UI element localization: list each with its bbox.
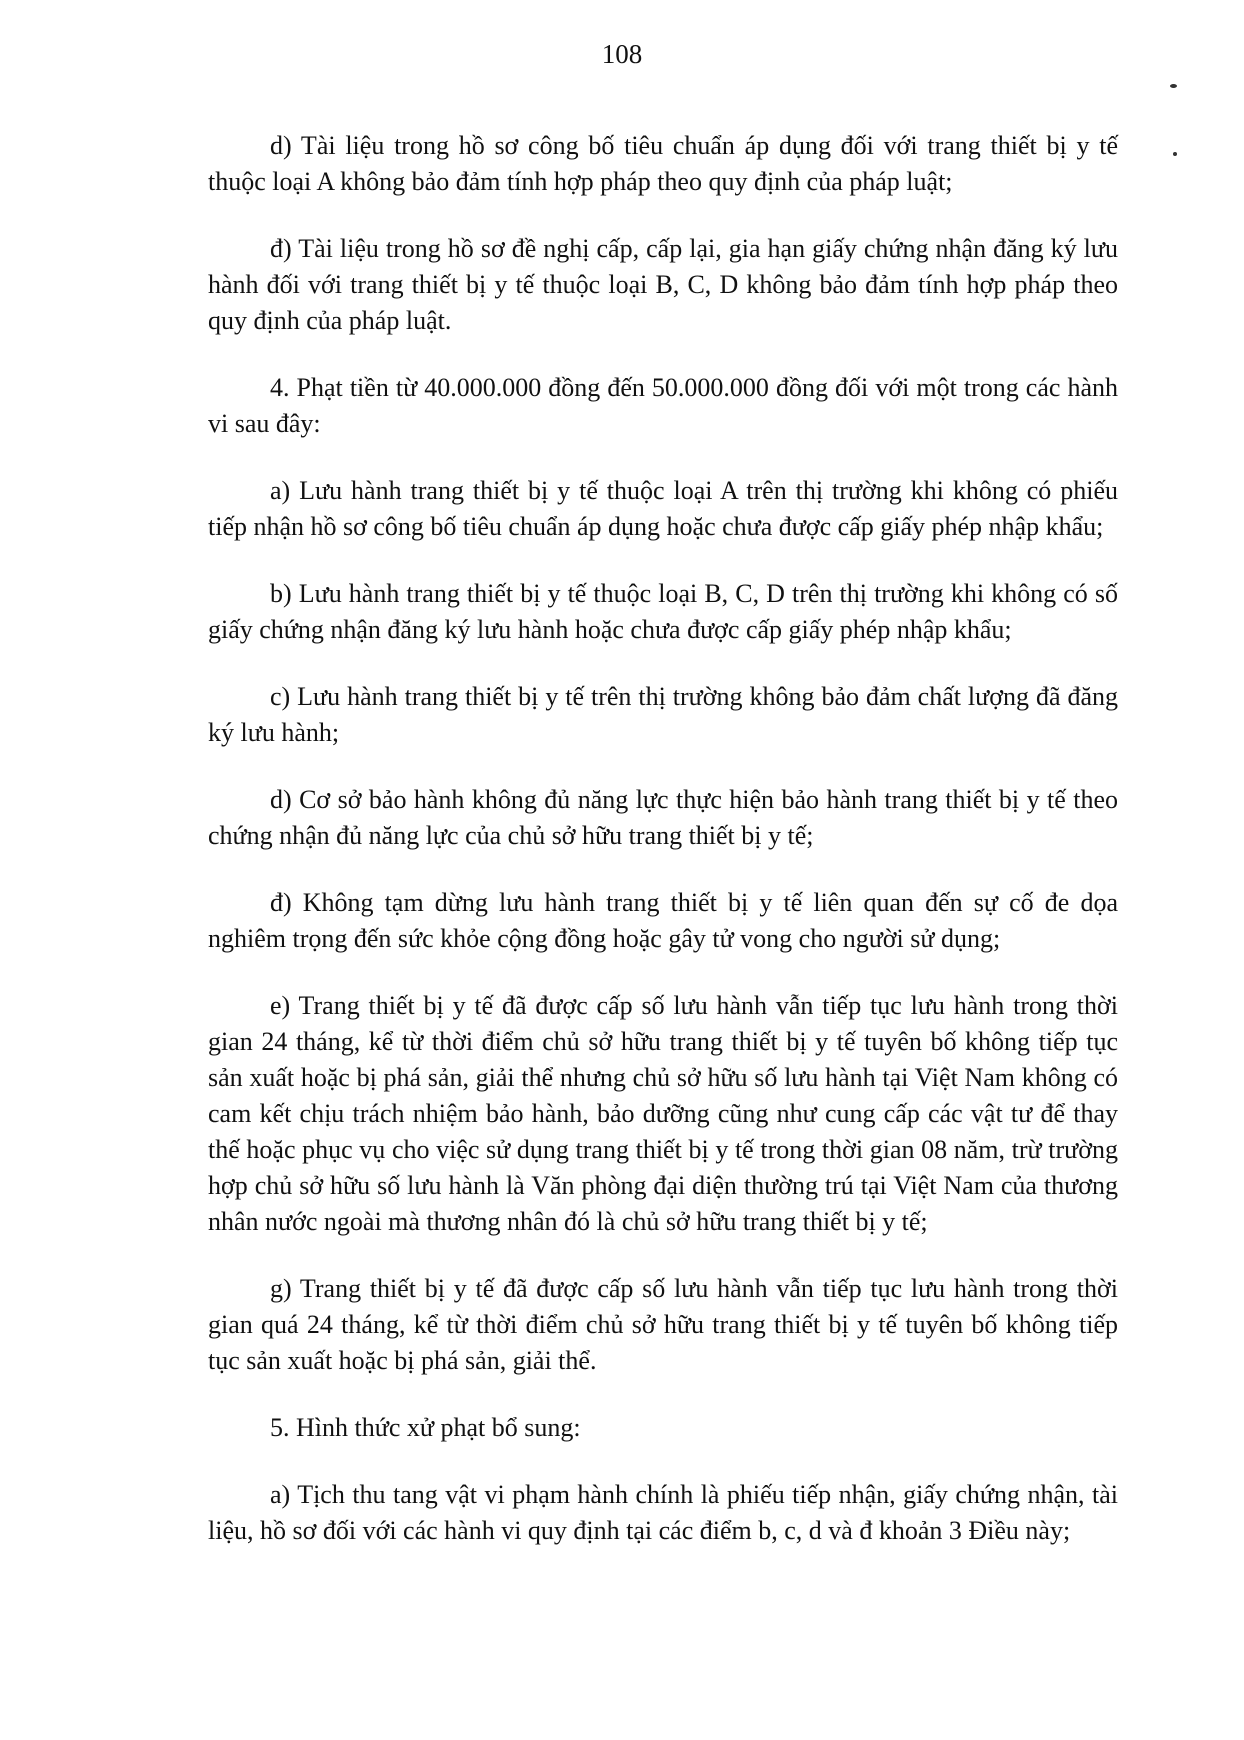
- paragraph-4e: e) Trang thiết bị y tế đã được cấp số lưu hành vẫn tiếp tục lưu hành trong thời gian 24 tháng, kể từ thời điểm chủ sở hữu trang thiết bị y tế tuyên bố không tiếp tục sản xuất hoặc bị phá sản, giải thể nhưng chủ sở hữu số lưu hành tại Việt Nam không có cam kết chịu trách nhiệm bảo hành, bảo dưỡng cũng như cung cấp các vật tư để thay thế hoặc phục vụ cho việc sử dụng trang thiết bị y tế trong thời gian 08 năm, trừ trường hợp chủ sở hữu số lưu hành là Văn phòng đại diện thường trú tại Việt Nam của thương nhân nước ngoài mà thương nhân đó là chủ sở hữu trang thiết bị y tế;: [208, 991, 1118, 1236]
- paragraph-4dd: đ) Không tạm dừng lưu hành trang thiết bị y tế liên quan đến sự cố đe dọa nghiêm trọng đến sức khỏe cộng đồng hoặc gây tử vong cho người sử dụng;: [208, 888, 1118, 953]
- page-number: 108: [601, 39, 643, 69]
- document-body: [208, 128, 1118, 1549]
- paragraph-clause-4: 4. Phạt tiền từ 40.000.000 đồng đến 50.000.000 đồng đối với một trong các hành vi sau đây:: [208, 373, 1118, 438]
- paragraph-4a: a) Lưu hành trang thiết bị y tế thuộc loại A trên thị trường khi không có phiếu tiếp nhận hồ sơ công bố tiêu chuẩn áp dụng hoặc chưa được cấp giấy phép nhập khẩu;: [208, 476, 1118, 541]
- paragraph-4d: d) Cơ sở bảo hành không đủ năng lực thực hiện bảo hành trang thiết bị y tế theo chứng nhận đủ năng lực của chủ sở hữu trang thiết bị y tế;: [208, 785, 1118, 850]
- paragraph-clause-5: 5. Hình thức xử phạt bổ sung:: [270, 1413, 581, 1442]
- paragraph-5a: a) Tịch thu tang vật vi phạm hành chính là phiếu tiếp nhận, giấy chứng nhận, tài liệu, hồ sơ đối với các hành vi quy định tại các điểm b, c, d và đ khoản 3 Điều này;: [208, 1480, 1118, 1545]
- paragraph-3dd: đ) Tài liệu trong hồ sơ đề nghị cấp, cấp lại, gia hạn giấy chứng nhận đăng ký lưu hành đối với trang thiết bị y tế thuộc loại B, C, D không bảo đảm tính hợp pháp theo quy định của pháp luật.: [208, 234, 1118, 335]
- paragraph-4g: g) Trang thiết bị y tế đã được cấp số lưu hành vẫn tiếp tục lưu hành trong thời gian quá 24 tháng, kể từ thời điểm chủ sở hữu trang thiết bị y tế tuyên bố không tiếp tục sản xuất hoặc bị phá sản, giải thể.: [208, 1274, 1118, 1375]
- scan-speck: [1170, 84, 1177, 88]
- paragraph-3d: d) Tài liệu trong hồ sơ công bố tiêu chuẩn áp dụng đối với trang thiết bị y tế thuộc loại A không bảo đảm tính hợp pháp theo quy định của pháp luật;: [208, 131, 1118, 196]
- paragraph-4b: b) Lưu hành trang thiết bị y tế thuộc loại B, C, D trên thị trường khi không có số giấy chứng nhận đăng ký lưu hành hoặc chưa được cấp giấy phép nhập khẩu;: [208, 579, 1118, 644]
- scan-speck: [1173, 152, 1177, 156]
- paragraph-4c: c) Lưu hành trang thiết bị y tế trên thị trường không bảo đảm chất lượng đã đăng ký lưu hành;: [208, 682, 1118, 747]
